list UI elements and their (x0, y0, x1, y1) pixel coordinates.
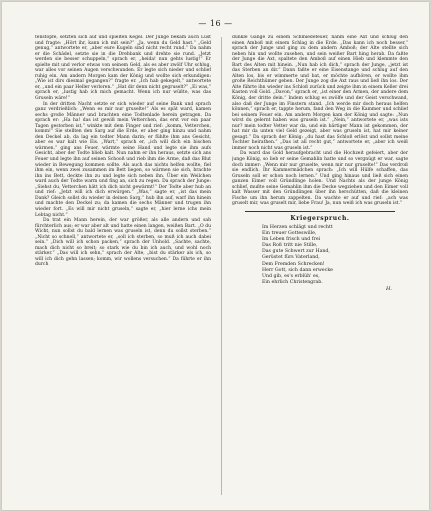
poem-line: Das gute Schwert zur Hand, (262, 249, 330, 255)
section-rule (245, 211, 395, 212)
right-column (232, 35, 408, 497)
paragraph: tenstöpfe, setzten sich auf und spielten Kegel. Der Junge bekam auch Lust und fragte: „Hört ihr, kann ich mit sein?“ „Ja, wenn du Geld hast.“ „Geld genug,“ antwortete er, „aber eure Kugeln sind nicht recht rund.“ Da nahm er die Schädel, setzte sie in die Drehbank und drehte sie rund. „Jetzt werden sie besser schuppeln,“ sprach er, „heida! nun gehts lustig!“ Er spielte mit und verlor etwas von seinem Geld, als es aber zwölf Uhr schlug, war alles vor seinen Augen verschwunden. Er legte sich nieder und schlief ruhig ein. Am andern Morgen kam der König und wollte sich erkundigen: „Wie ist dirs diesmal gegangen?“ fragte er. „Ich hab gekegelt,“ antwortete er, „und ein paar Heller verloren.“ „Hat dir denn nicht gegruselt?“ „Ei was,“ sprach er, „lustig hab ich mich gemacht. Wenn ich nur wüßte, was das Gruseln wäre!“ (35, 35, 211, 102)
poem-line: Dem Fremden Schrecken! (262, 261, 325, 267)
paragraph: Da ward das Gold heraufgebracht und die Hochzeit gefeiert, aber der junge König, so lieb er seine Gemahlin hatte und so vergnügt er war, sagte doch immer: „Wenn mir nur gruselte, wenn mir nur gruselte!“ Das verdroß sie endlich. Ihr Kammermädchen sprach: „Ich will Hülfe schaffen, das Gruseln soll er schon noch lernen.“ Und ging hinaus und ließ sich einen ganzen Eimer voll Gründlinge holen. Und Nachts als der junge König schlief, mußte seine Gemahlin ihm die Decke wegziehen und den Eimer voll kalt Wasser mit den Gründlingen über ihn herschütten, daß die kleinen Fische um ihn herum zappelten. Da wachte er auf und rief: „ach was gruselt mir, was gruselt mir, liebe Frau! Ja, nun weiß ich was gruseln ist.“ (232, 151, 408, 207)
poem-line: Im Leben frisch und frei (262, 237, 321, 243)
page-number: — 16 — (198, 19, 233, 28)
poem-line: Gerüstet fürs Vaterland, (262, 255, 320, 261)
column-divider (221, 37, 222, 495)
poem-line: Ein treuer Gotteswille, (262, 231, 317, 237)
paragraph: dunkle Gänge zu einem Schmiedefeuer, nahm eine Axt und schlug den einen Amboß mit einem Schlag in die Erde. „Das kann ich noch besser,“ sprach der Junge und ging zu dem andern Amboß; der Alte stellte sich neben hin und wollte zusehen, und sein weißer Bart hing herab. Da faßte der Junge die Axt, spaltete den Amboß auf einen Hieb und klemmte den Bart des Alten mit hinein. „Nun hab ich dich,“ sprach der Junge, „jetzt ist das Sterben an dir.“ Dann faßte er eine Eisenstange und schlug auf den Alten los, bis er wimmerte und bat, er möchte aufhören, er wollte ihm große Reichthümer geben. Der Junge zog die Axt raus und ließ ihn los. Der Alte führte ihn wieder ins Schloß zurück und zeigte ihm in einem Keller drei Kasten voll Gold. „Davon,“ sprach er, „ist einer den Armen, der andere dem König, der dritte dein.“ Indem schlug es zwölfe und der Geist verschwand, also daß der Junge im Finstern stand. „Ich werde mir doch heraus helfen können,“ sprach er, tappte herum, fand den Weg in die Kammer und schlief bei seinem Feuer ein. Am andern Morgen kam der König und sagte: „Nun wirst du gelernt haben was gruseln ist.“ „Nein,“ antwortete er, „was ists nur? mein todter Vetter war da, und ein bärtiger Mann ist gekommen, der hat mir da unten viel Geld gezeigt, aber was gruseln ist, hat mir keiner gesagt.“ Da sprach der König: „du hast das Schloß erlöst und sollst meine Tochter heirathen.“ „Das ist all recht gut,“ antwortete er, „aber ich weiß immer noch nicht was gruseln ist.“ (232, 35, 408, 151)
poem-line: Im Herzen schlägt und rechtt (262, 224, 333, 230)
paragraph: Da trat ein Mann herein, der war größer, als alle andern und sah fürchterlich aus; er war aber alt und hatte einen langen, weißen Bart. „O du Wicht, nun sollst du bald lernen was gruseln ist, denn du sollst sterben.“ „Nicht so schnell,“ antwortete er, „soll ich sterben, so muß ich auch dabei sein.“ „Dich will ich schon packen,“ sprach der Unhold. „Sachte, sachte, mach dich nicht so breit; so stark wie du bin ich auch, und wohl noch stärker.“ „Das will ich sehn,“ sprach der Alte, „bist du stärker als ich, so will ich dich gehn lassen; komm, wir wollens versuchen.“ Da führte er ihn durch (35, 218, 211, 268)
paragraph: In der dritten Nacht setzte er sich wieder auf seine Bank und sprach ganz verdrießlich: „Wenn es mir nur gruselte!“ Als es spät ward, kamen sechs große Männer und brachten eine Todtenlade herein getragen. Da sprach er: „Ha ha! das ist gewiß mein Vetterchen, das erst vor ein paar Tagen gestorben ist,“ winkte mit dem Finger und rief: „komm, Vetterchen, komm!“ Sie stellten den Sarg auf die Erde, er aber ging hinzu und nahm den Deckel ab, da lag ein todter Mann darin; er fühlte ihm ans Gesicht, aber es war kalt wie Eis. „Wart,“ sprach er, „ich will dich ein bischen wärmen,“ ging ans Feuer, wärmte seine Hand und legte sie ihm aufs Gesicht, aber der Todte blieb kalt. Nun nahm er ihn heraus, setzte sich ans Feuer und legte ihn auf seinen Schooß und rieb ihm die Arme, daß das Blut wieder in Bewegung kommen sollte. Als auch das nichts helfen wollte, fiel ihm ein, wenn zwei zusammen im Bett liegen, so wärmen sie sich, brachte ihn ins Bett, deckte ihn zu und legte sich neben ihn. Über ein Weilchen ward auch der Todte warm und fing an, sich zu regen. Da sprach der Junge: „Siehst du, Vetterchen hätt ich dich nicht gewärmt!“ Der Todte aber hub an und rief: „Jetzt will ich dich erwürgen.“ „Was,“ sagte er, „ist das mein Dank? Gleich sollst du wieder in deinen Sarg,“ hub ihn auf, warf ihn hinein und machte den Deckel zu; da kamen die sechs Männer und trugen ihn wieder fort. „Es will mir nicht gruseln,“ sagte er, „hier lerne ichs mein Lebtag nicht.“ (35, 101, 211, 218)
book-page (2, 2, 429, 510)
poem-line: Herr Gott, sich dann erwecke (262, 267, 333, 273)
poem-title: Kriegerspruch. (290, 214, 350, 222)
poem-line: Und gib, es's erblüh' es, (262, 273, 320, 279)
poem (232, 225, 408, 286)
poem-line: Das Roß tritt nie Stille, (262, 243, 318, 249)
left-column (35, 35, 211, 497)
poem-line: Ein ehrlich Christengrab. (262, 279, 323, 285)
poem-signature: H. (386, 285, 392, 292)
